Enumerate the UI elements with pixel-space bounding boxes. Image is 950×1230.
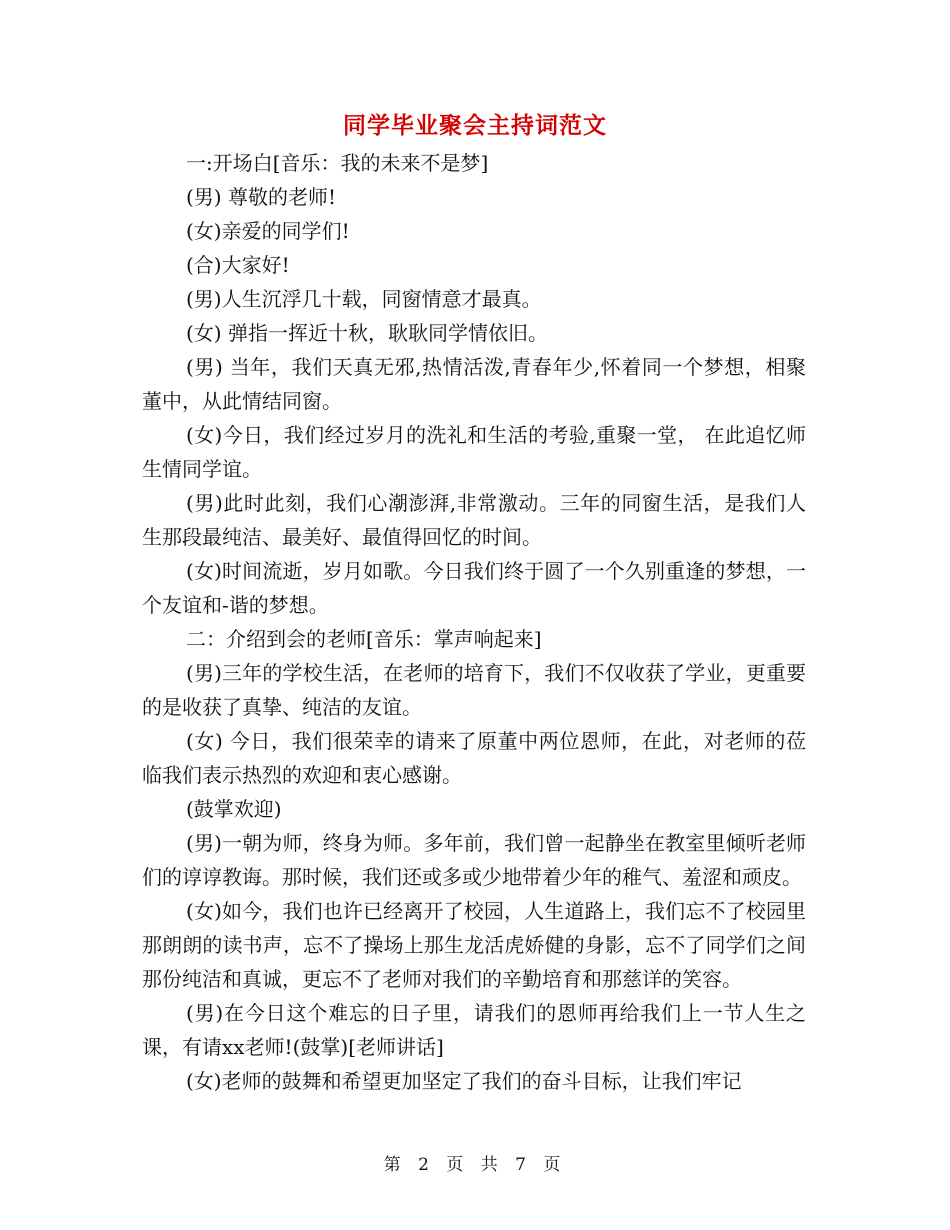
paragraph: (男)此时此刻，我们心潮澎湃,非常激动。三年的同窗生活，是我们人生那段最纯洁、最美好、最值得回忆的时间。: [142, 491, 806, 549]
paragraph: (男)一朝为师，终身为师。多年前，我们曾一起静坐在教室里倾听老师们的谆谆教诲。那时候，我们还或多或少地带着少年的稚气、羞涩和顽皮。: [142, 831, 806, 889]
paragraph: (男) 当年，我们天真无邪,热情活泼,青春年少,怀着同一个梦想，相聚董中，从此情结同窗。: [142, 355, 806, 413]
paragraph: (女)时间流逝，岁月如歌。今日我们终于圆了一个久别重逢的梦想，一个友谊和-谐的梦想。: [142, 559, 806, 617]
paragraph: (女) 弹指一挥近十秋，耿耿同学情依旧。: [186, 321, 548, 345]
document-title: 同学毕业聚会主持词范文: [343, 112, 607, 139]
paragraph: (女)亲爱的同学们!: [186, 219, 350, 243]
paragraph: (女)老师的鼓舞和希望更加坚定了我们的奋斗目标，让我们牢记: [186, 1069, 742, 1093]
paragraph: 一:开场白[音乐：我的未来不是梦]: [186, 151, 489, 175]
paragraph: (合)大家好!: [186, 253, 290, 277]
paragraph: (男)在今日这个难忘的日子里，请我们的恩师再给我们上一节人生之课，有请xx老师!(鼓掌)[老师讲话]: [142, 1001, 806, 1059]
paragraph: (男)人生沉浮几十载，同窗情意才最真。: [186, 287, 542, 311]
document-body: [142, 146, 806, 1098]
paragraph: (男)三年的学校生活，在老师的培育下，我们不仅收获了学业，更重要的是收获了真挚、纯洁的友谊。: [142, 661, 806, 719]
paragraph: (女)今日，我们经过岁月的洗礼和生活的考验,重聚一堂， 在此追忆师生情同学谊。: [142, 423, 806, 481]
paragraph: (女) 今日，我们很荣幸的请来了原董中两位恩师，在此，对老师的莅临我们表示热烈的欢迎和衷心感谢。: [142, 729, 806, 787]
paragraph: (女)如今，我们也许已经离开了校园，人生道路上，我们忘不了校园里那朗朗的读书声，忘不了操场上那生龙活虎娇健的身影，忘不了同学们之间那份纯洁和真诚，更忘不了老师对我们的辛勤培育和那慈详的笑容。: [142, 899, 806, 991]
paragraph: 二：介绍到会的老师[音乐：掌声响起来]: [186, 627, 542, 651]
paragraph: (男) 尊敬的老师!: [186, 185, 336, 209]
page-footer: 第 2 页 共 7 页: [383, 1155, 567, 1175]
paragraph: (鼓掌欢迎): [186, 797, 282, 821]
